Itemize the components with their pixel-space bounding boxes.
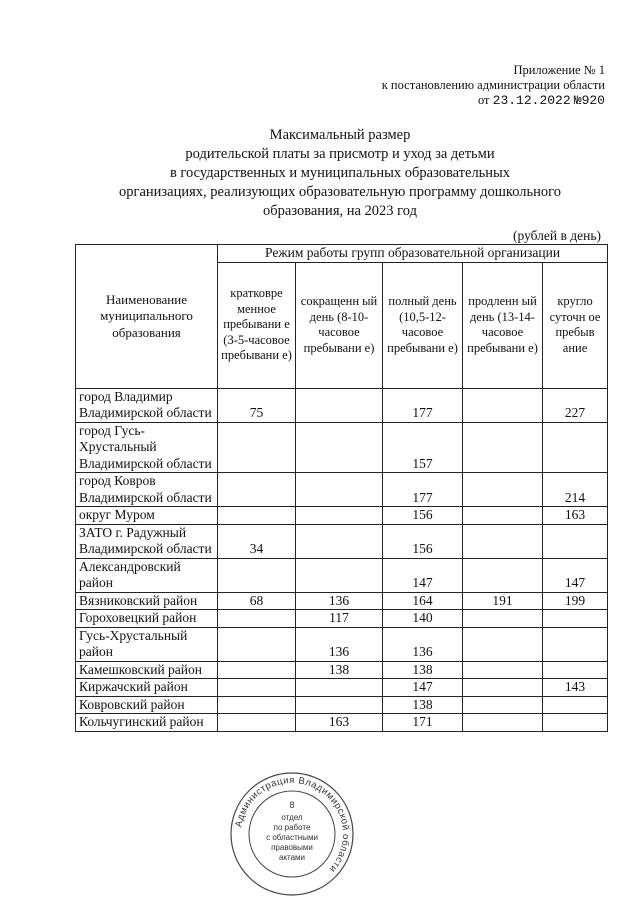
fee-cell (296, 388, 383, 422)
fee-cell: 136 (383, 627, 463, 661)
stamp-center-line: актами (278, 853, 306, 862)
table-row (76, 388, 608, 422)
fee-cell: 199 (543, 592, 608, 610)
fee-cell (543, 610, 608, 628)
fee-cell: 138 (296, 661, 383, 679)
stamp-number: 8 (289, 800, 295, 810)
fee-cell (463, 473, 543, 507)
fee-cell: 140 (383, 610, 463, 628)
fee-cell: 177 (383, 473, 463, 507)
fee-table (75, 244, 608, 732)
fee-cell (463, 558, 543, 592)
title-line: образования, на 2023 год (263, 203, 417, 219)
fee-cell (463, 422, 543, 473)
fee-cell (218, 627, 296, 661)
fee-cell (463, 714, 543, 732)
fee-cell (463, 661, 543, 679)
fee-cell (218, 610, 296, 628)
fee-cell: 117 (296, 610, 383, 628)
appendix-date-prefix: от (477, 93, 490, 107)
fee-cell: 147 (383, 679, 463, 697)
table-row (76, 524, 608, 558)
fee-cell: 177 (383, 388, 463, 422)
appendix-number: №920 (573, 93, 605, 108)
fee-cell (296, 507, 383, 525)
title-line: родительской платы за присмотр и уход за детьми (185, 146, 495, 162)
fee-cell (463, 610, 543, 628)
fee-cell: 138 (383, 696, 463, 714)
fee-cell: 171 (383, 714, 463, 732)
table-row (76, 507, 608, 525)
fee-cell: 163 (296, 714, 383, 732)
table-row (76, 714, 608, 732)
municipality-name: Гусь-Хрустальный район (76, 627, 218, 661)
fee-cell: 214 (543, 473, 608, 507)
fee-cell: 147 (383, 558, 463, 592)
title-line: Максимальный размер (269, 127, 411, 143)
appendix-date: 23.12.2022 (492, 93, 571, 108)
table-row (76, 610, 608, 628)
appendix-date-line (382, 93, 605, 108)
document-title (60, 126, 620, 221)
fee-cell (543, 714, 608, 732)
stamp-center-line: по работе (273, 823, 311, 832)
fee-cell (296, 422, 383, 473)
fee-cell: 68 (218, 592, 296, 610)
appendix-line-2: к постановлению администрации области (381, 78, 605, 92)
fee-cell: 138 (383, 661, 463, 679)
appendix-block (382, 63, 605, 108)
title-line: в государственных и муниципальных образовательных (169, 165, 511, 181)
fee-cell (543, 422, 608, 473)
municipality-name: Вязниковский район (76, 592, 218, 610)
fee-cell: 147 (543, 558, 608, 592)
fee-cell (296, 524, 383, 558)
table-row (76, 558, 608, 592)
fee-cell: 156 (383, 524, 463, 558)
header-col-full: полный день (10,5-12-часовое пребывани е) (383, 262, 463, 388)
header-col-reduced: сокращенн ый день (8-10-часовое пребывани е) (296, 262, 383, 388)
fee-cell (218, 661, 296, 679)
fee-cell: 191 (463, 592, 543, 610)
municipality-name: Кольчугинский район (76, 714, 218, 732)
fee-cell (296, 696, 383, 714)
fee-cell (218, 422, 296, 473)
fee-cell (543, 627, 608, 661)
table-row (76, 422, 608, 473)
fee-cell (296, 473, 383, 507)
fee-cell: 136 (296, 627, 383, 661)
municipality-name: Ковровский район (76, 696, 218, 714)
fee-cell: 136 (296, 592, 383, 610)
fee-cell (463, 507, 543, 525)
municipality-name: округ Муром (76, 507, 218, 525)
seal-stamp (228, 770, 356, 898)
table-row (76, 592, 608, 610)
fee-cell (463, 696, 543, 714)
fee-cell: 227 (543, 388, 608, 422)
fee-cell (296, 679, 383, 697)
header-col-extended: продленн ый день (13-14-часовое пребывани е) (463, 262, 543, 388)
fee-cell (218, 473, 296, 507)
fee-cell (296, 558, 383, 592)
fee-cell: 34 (218, 524, 296, 558)
fee-cell (543, 524, 608, 558)
fee-cell: 156 (383, 507, 463, 525)
municipality-name: Камешковский район (76, 661, 218, 679)
fee-cell: 75 (218, 388, 296, 422)
title-line: организациях, реализующих образовательную программу дошкольного (119, 184, 561, 200)
units-note: (рублей в день) (513, 228, 601, 243)
stamp-center-line: правовыми (271, 843, 313, 852)
table-row (76, 696, 608, 714)
fee-cell (218, 507, 296, 525)
fee-cell: 164 (383, 592, 463, 610)
municipality-name: Александровский район (76, 558, 218, 592)
fee-cell (463, 627, 543, 661)
fee-cell (543, 661, 608, 679)
fee-cell (218, 679, 296, 697)
municipality-name: Гороховецкий район (76, 610, 218, 628)
stamp-ring-text: Администрация Владимирской области (233, 774, 352, 875)
municipality-name: Киржачский район (76, 679, 218, 697)
header-col-round-the-clock: кругло суточн ое пребыв ание (543, 262, 608, 388)
table-row (76, 473, 608, 507)
header-col-short: кратковре менное пребывани е (3-5-часовое пребывани е) (218, 262, 296, 388)
table-row (76, 627, 608, 661)
appendix-line-1: Приложение № 1 (513, 63, 605, 77)
table-row (76, 661, 608, 679)
fee-cell (543, 696, 608, 714)
fee-cell (218, 558, 296, 592)
fee-cell (463, 679, 543, 697)
fee-cell: 163 (543, 507, 608, 525)
municipality-name: город Владимир Владимирской области (76, 388, 218, 422)
stamp-center-line: отдел (281, 813, 303, 822)
municipality-name: ЗАТО г. Радужный Владимирской области (76, 524, 218, 558)
fee-cell: 157 (383, 422, 463, 473)
stamp-center-line: с областными (266, 833, 318, 842)
fee-cell (463, 388, 543, 422)
fee-cell (218, 714, 296, 732)
municipality-name: город Гусь-Хрустальный Владимирской области (76, 422, 218, 473)
fee-cell: 143 (543, 679, 608, 697)
header-municipality: Наименование муниципального образования (76, 245, 218, 389)
fee-cell (218, 696, 296, 714)
table-row (76, 679, 608, 697)
header-mode: Режим работы групп образовательной организации (218, 245, 608, 263)
municipality-name: город Ковров Владимирской области (76, 473, 218, 507)
fee-cell (463, 524, 543, 558)
